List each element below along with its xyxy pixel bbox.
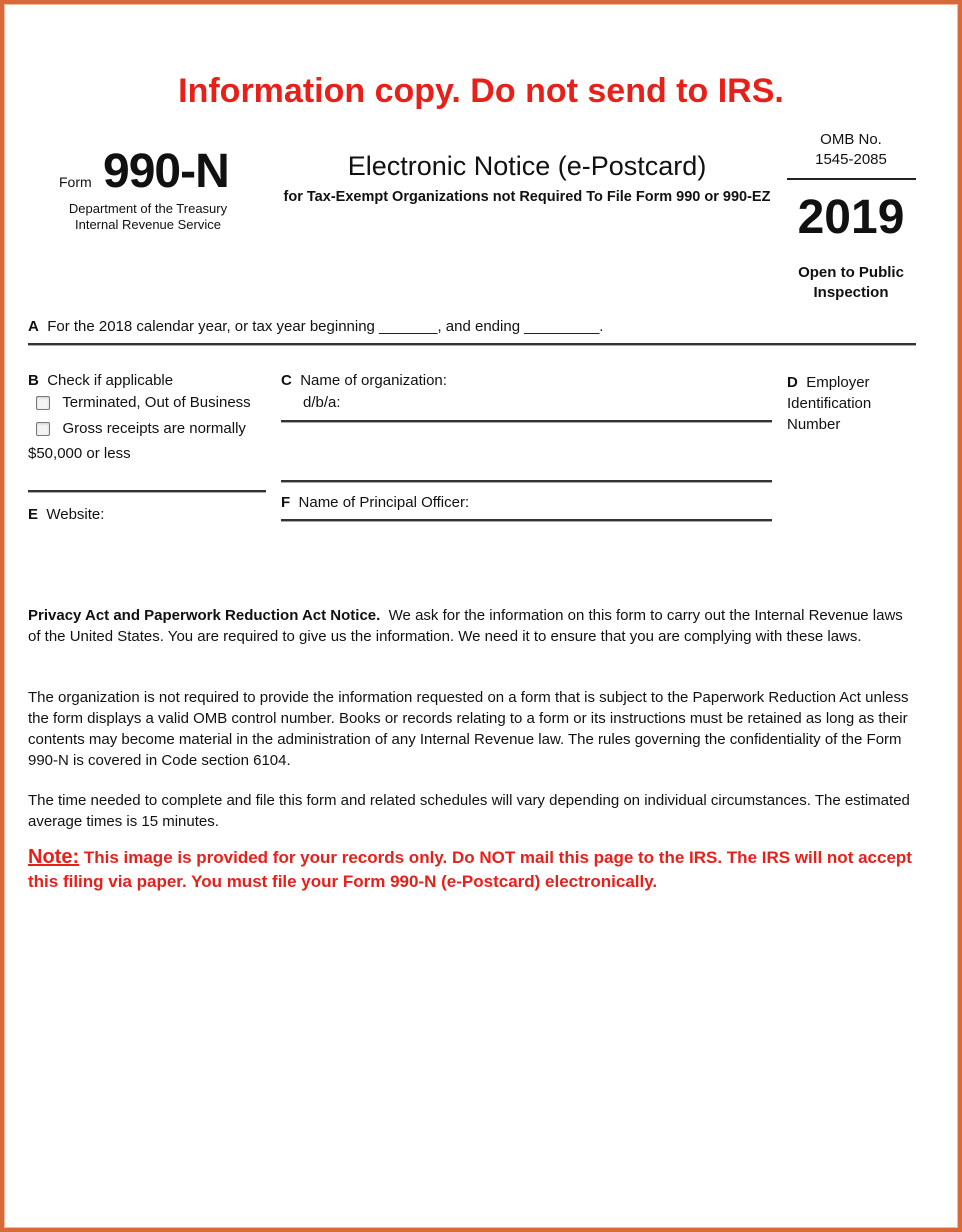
dba-label: d/b/a: bbox=[303, 394, 341, 411]
section-d-line2: Identification bbox=[787, 395, 872, 412]
form-title: Electronic Notice (e-Postcard) bbox=[347, 151, 707, 181]
form-subtitle: for Tax-Exempt Organizations not Required To File Form 990 or 990-EZ bbox=[283, 189, 771, 205]
privacy-heading: Privacy Act and Paperwork Reduction Act Notice. bbox=[28, 607, 381, 624]
privacy-notice-para2: The organization is not required to provide the information requested on a form that is subject to the Paperwork Reduction Act unless the form displays a valid OMB control number. Books or records relating to a form or its instructions must be retained as long as their contents may become material in the administration of any Internal Revenue law. The rules governing the confidentiality of the Form 990-N is covered in Code section 6104. bbox=[28, 689, 909, 769]
omb-divider bbox=[787, 178, 916, 180]
privacy-notice-para1 bbox=[28, 605, 918, 647]
information-copy-banner: Information copy. Do not send to IRS. bbox=[178, 72, 784, 110]
privacy-notice-para3: The time needed to complete and file this form and related schedules will vary depending on individual circumstances. The estimated average times is 15 minutes. bbox=[28, 792, 910, 830]
section-d-label: Employer bbox=[806, 374, 870, 391]
section-c-heading bbox=[281, 372, 447, 389]
principal-officer-label: Name of Principal Officer: bbox=[298, 494, 470, 511]
line-a-text: For the 2018 calendar year, or tax year beginning _______, and ending _________. bbox=[47, 318, 604, 335]
section-f-heading bbox=[281, 494, 469, 511]
dept-line2: Internal Revenue Service bbox=[75, 217, 221, 232]
principal-officer-field[interactable] bbox=[281, 519, 772, 521]
terminated-checkbox[interactable] bbox=[36, 396, 50, 410]
section-d-line1 bbox=[787, 372, 871, 393]
note-text: This image is provided for your records only. Do NOT mail this page to the IRS. The IRS will not accept this filing via paper. You must file your Form 990-N (e-Postcard) electronically. bbox=[28, 848, 912, 891]
section-c-letter: C bbox=[281, 372, 292, 389]
open-to-public-label: Open to Public Inspection bbox=[798, 264, 904, 301]
form-number: 990-N bbox=[103, 145, 229, 198]
section-d-line3: Number bbox=[787, 416, 841, 433]
privacy-text1: We ask for the information on this form to carry out the Internal Revenue laws of the United States. You are required to give us the information. We need it to ensure that you are complying with these laws. bbox=[28, 607, 903, 645]
section-e-letter: E bbox=[28, 506, 39, 523]
note-paragraph bbox=[28, 845, 918, 894]
section-e-heading bbox=[28, 506, 104, 523]
terminated-option[interactable] bbox=[36, 394, 251, 411]
section-d-letter: D bbox=[787, 374, 798, 391]
address-field[interactable] bbox=[281, 480, 772, 482]
section-b-label: Check if applicable bbox=[47, 372, 174, 389]
department-label bbox=[48, 201, 248, 233]
dept-line1: Department of the Treasury bbox=[68, 201, 228, 216]
omb-number: 1545-2085 bbox=[815, 151, 887, 168]
section-b-rule bbox=[28, 490, 266, 492]
line-a bbox=[28, 318, 603, 335]
section-b-heading bbox=[28, 372, 173, 389]
terminated-label: Terminated, Out of Business bbox=[62, 394, 251, 411]
section-d-heading bbox=[787, 372, 871, 435]
section-f-letter: F bbox=[281, 494, 291, 511]
omb-label: OMB No. bbox=[820, 131, 882, 148]
gross-receipts-option[interactable] bbox=[36, 420, 246, 437]
section-c-label: Name of organization: bbox=[300, 372, 447, 389]
gross-receipts-checkbox[interactable] bbox=[36, 422, 50, 436]
note-heading: Note: bbox=[28, 846, 80, 868]
website-label: Website: bbox=[46, 506, 105, 523]
organization-name-field[interactable] bbox=[281, 420, 772, 422]
section-b-letter: B bbox=[28, 372, 39, 389]
tax-year: 2019 bbox=[797, 191, 905, 244]
line-a-rule bbox=[28, 343, 916, 345]
gross-receipts-label-cont: $50,000 or less bbox=[28, 445, 131, 462]
form-word: Form bbox=[59, 174, 92, 190]
gross-receipts-label: Gross receipts are normally bbox=[62, 420, 246, 437]
line-a-letter: A bbox=[28, 318, 39, 335]
